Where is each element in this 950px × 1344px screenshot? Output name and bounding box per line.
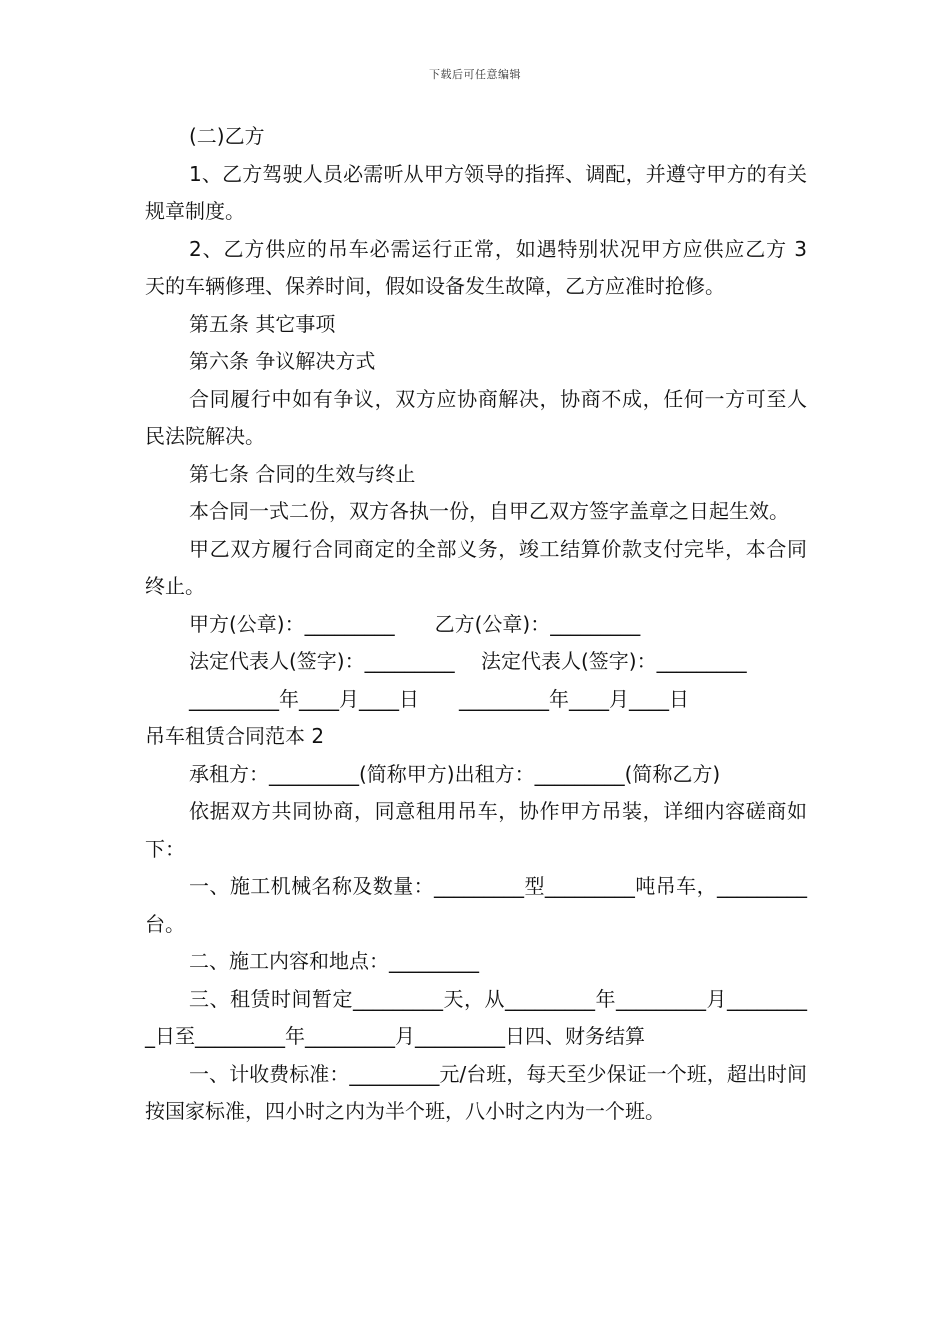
clause-paragraph: 本合同一式二份，双方各执一份，自甲乙双方签字盖章之日起生效。 [189,499,789,523]
signature-seal-line: 甲方(公章)：_________ 乙方(公章)：_________ [189,611,641,636]
clause-paragraph: 一、计收费标准：_________元/台班，每天至少保证一个班，超出时间按国家标准，四小时之内为半个班，八小时之内为一个班。 [145,1061,807,1123]
signature-date-line: _________年____月____日 _________年____月____日 [189,686,689,711]
page-header-note: 下载后可任意编辑 [429,68,521,81]
clause-paragraph: 一、施工机械名称及数量：_________型_________吨吊车，_________台。 [145,874,807,936]
clause-paragraph: 2、乙方供应的吊车必需运行正常，如遇特别状况甲方应供应乙方 3 天的车辆修理、保养时间，假如设备发生故障，乙方应准时抢修。 [145,236,814,298]
contract-title: 吊车租赁合同范本 2 [145,724,325,748]
clause-paragraph: 甲乙双方履行合同商定的全部义务，竣工结算价款支付完毕，本合同终止。 [145,536,807,598]
clause-paragraph: 1、乙方驾驶人员必需听从甲方领导的指挥、调配，并遵守甲方的有关规章制度。 [145,161,807,223]
parties-line: 承租方：_________(简称甲方)出租方：_________(简称乙方) [189,761,721,786]
clause-paragraph: 三、租赁时间暂定_________天，从_________年_________月_________日至_________年_________月_________日四、财务结算 [145,986,807,1048]
clause-paragraph: 二、施工内容和地点：_________ [189,949,479,973]
section-heading-party-b: (二)乙方 [189,124,265,148]
article-heading: 第七条 合同的生效与终止 [189,461,416,486]
document-body [145,118,814,1131]
clause-paragraph: 依据双方共同协商，同意租用吊车，协作甲方吊装，详细内容磋商如下： [145,799,807,861]
article-heading: 第六条 争议解决方式 [189,349,376,373]
article-heading: 第五条 其它事项 [189,311,336,336]
clause-paragraph: 合同履行中如有争议，双方应协商解决，协商不成，任何一方可至人民法院解决。 [145,386,807,448]
signature-representative-line: 法定代表人(签字)：_________ 法定代表人(签字)：_________ [189,649,747,673]
